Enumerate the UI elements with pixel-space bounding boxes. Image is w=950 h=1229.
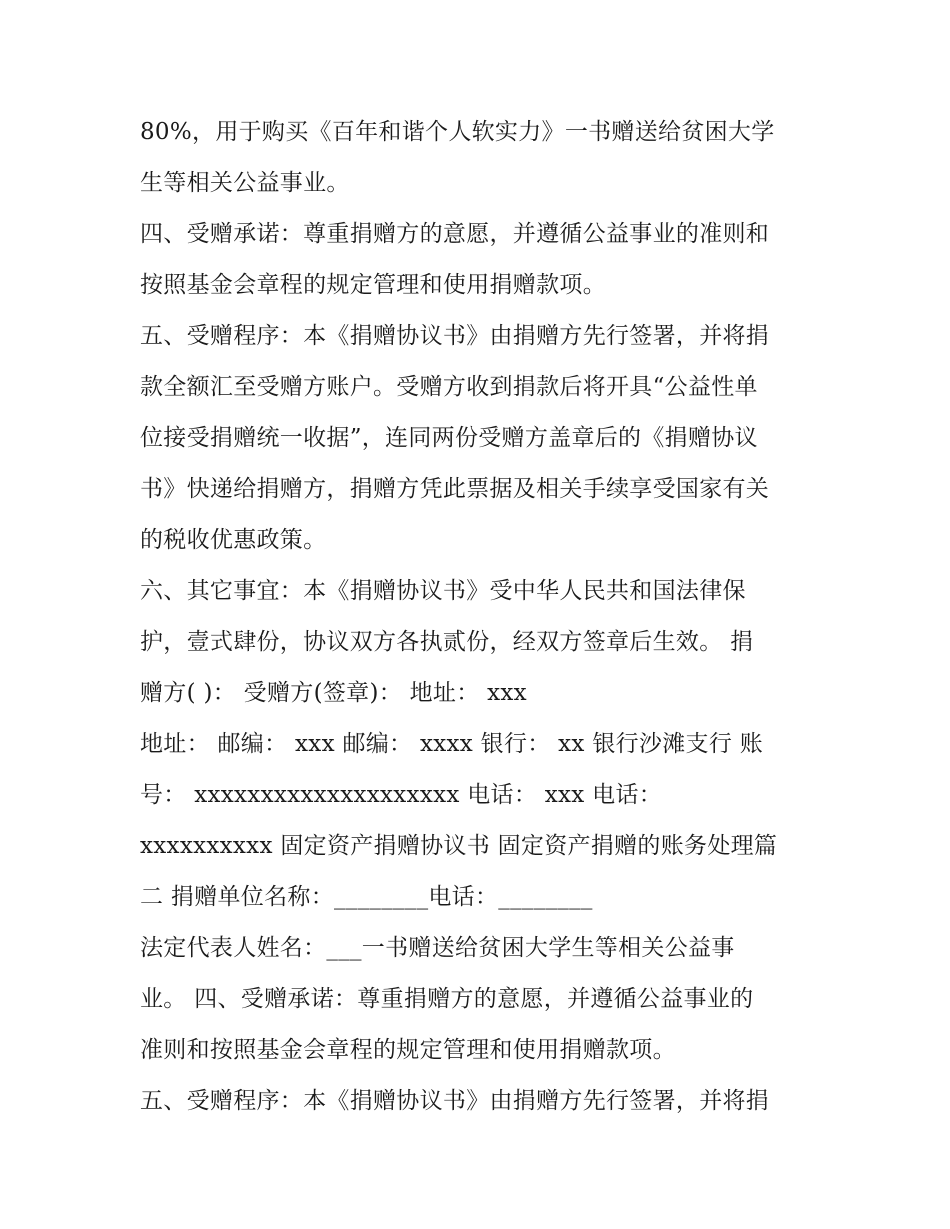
document-body	[140, 107, 830, 1127]
text-line: 护，壹式肆份，协议双方各执贰份，经双方签章后生效。 捐	[140, 629, 754, 655]
text-line: 赠方( )： 受赠方(签章)： 地址： xxx	[140, 680, 527, 706]
text-line: 五、受赠程序：本《捐赠协议书》由捐赠方先行签署，并将捐	[140, 323, 770, 349]
text-line: 法定代表人姓名：___一书赠送给贫困大学生等相关公益事	[140, 935, 735, 961]
text-line: 80%，用于购买《百年和谐个人软实力》一书赠送给贫困大学	[140, 119, 775, 145]
text-line: 书》快递给捐赠方，捐赠方凭此票据及相关手续享受国家有关	[140, 476, 770, 502]
text-line: 按照基金会章程的规定管理和使用捐赠款项。	[140, 272, 606, 298]
text-line: xxxxxxxxxx 固定资产捐赠协议书 固定资产捐赠的账务处理篇	[140, 833, 778, 859]
text-line: 位接受捐赠统一收据”，连同两份受赠方盖章后的《捐赠协议	[140, 425, 758, 451]
text-line: 五、受赠程序：本《捐赠协议书》由捐赠方先行签署，并将捐	[140, 1088, 770, 1114]
text-line: 六、其它事宜：本《捐赠协议书》受中华人民共和国法律保	[140, 578, 746, 604]
text-line: 生等相关公益事业。	[140, 170, 350, 196]
text-line: 的税收优惠政策。	[140, 527, 327, 553]
text-line: 号： xxxxxxxxxxxxxxxxxxxx 电话： xxx 电话：	[140, 782, 663, 808]
text-line: 业。 四、受赠承诺：尊重捐赠方的意愿，并遵循公益事业的	[140, 986, 754, 1012]
text-line: 款全额汇至受赠方账户。受赠方收到捐款后将开具“公益性单	[140, 374, 758, 400]
text-line: 地址： 邮编： xxx 邮编： xxxx 银行： xx 银行沙滩支行 账	[140, 731, 764, 757]
text-line: 准则和按照基金会章程的规定管理和使用捐赠款项。	[140, 1037, 676, 1063]
text-line: 四、受赠承诺：尊重捐赠方的意愿，并遵循公益事业的准则和	[140, 221, 770, 247]
text-line: 二 捐赠单位名称：________电话：________	[140, 884, 593, 910]
